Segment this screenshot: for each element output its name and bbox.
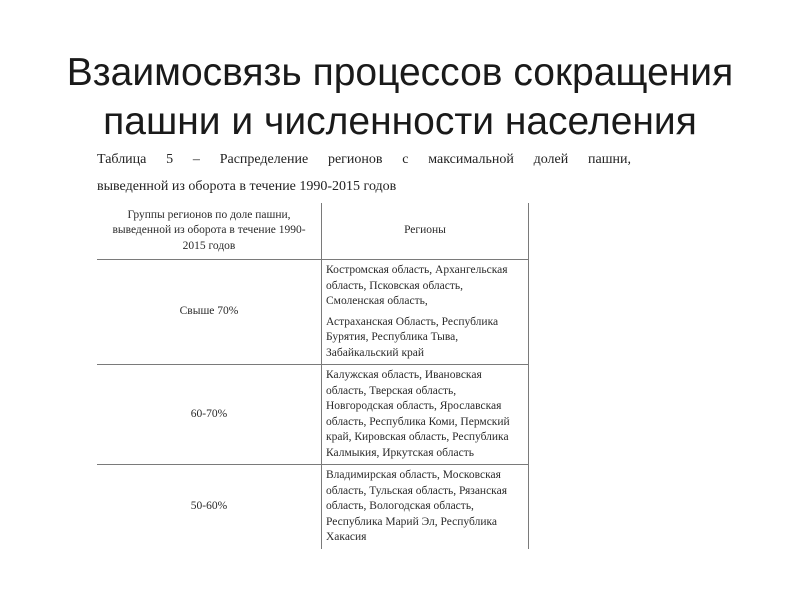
table-row	[97, 260, 529, 365]
group-cell: 50-60%	[97, 465, 322, 549]
group-cell: 60-70%	[97, 365, 322, 465]
table-row	[97, 465, 529, 549]
regions-cell	[322, 465, 529, 549]
header-regions: Регионы	[322, 203, 529, 260]
regions-list: Калужская область, Ивановская область, Тверская область, Новгородская область, Ярославская область, Республика Коми, Пермский край, Кировская область, Республика Калмыкия, Иркутская область	[326, 369, 510, 459]
regions-cell	[322, 365, 529, 465]
regions-cell	[322, 260, 529, 365]
regions-table	[97, 203, 529, 549]
table-header-row	[97, 203, 529, 260]
table-caption-line-1: Таблица 5 – Распределение регионов с максимальной долей пашни,	[97, 152, 631, 167]
regions-list: Костромская область, Архангельская область, Псковская область, Смоленская область,	[326, 264, 508, 307]
slide-title-line-2: пашни и численности населения	[103, 100, 697, 144]
slide-title	[0, 48, 800, 146]
regions-list: Владимирская область, Московская область, Тульская область, Рязанская область, Вологодская область, Республика Марий Эл, Республика Хакасия	[326, 469, 507, 543]
table-caption-line-2: выведенной из оборота в течение 1990-2015 годов	[97, 179, 397, 194]
regions-list: Астраханская Область, Республика Бурятия, Республика Тыва, Забайкальский край	[326, 315, 499, 359]
group-cell: Свыше 70%	[97, 260, 322, 365]
header-group: Группы регионов по доле пашни, выведенной из оборота в течение 1990-2015 годов	[97, 203, 322, 260]
slide-title-line-1: Взаимосвязь процессов сокращения	[66, 51, 734, 95]
table-row	[97, 365, 529, 465]
table-caption	[97, 146, 631, 200]
